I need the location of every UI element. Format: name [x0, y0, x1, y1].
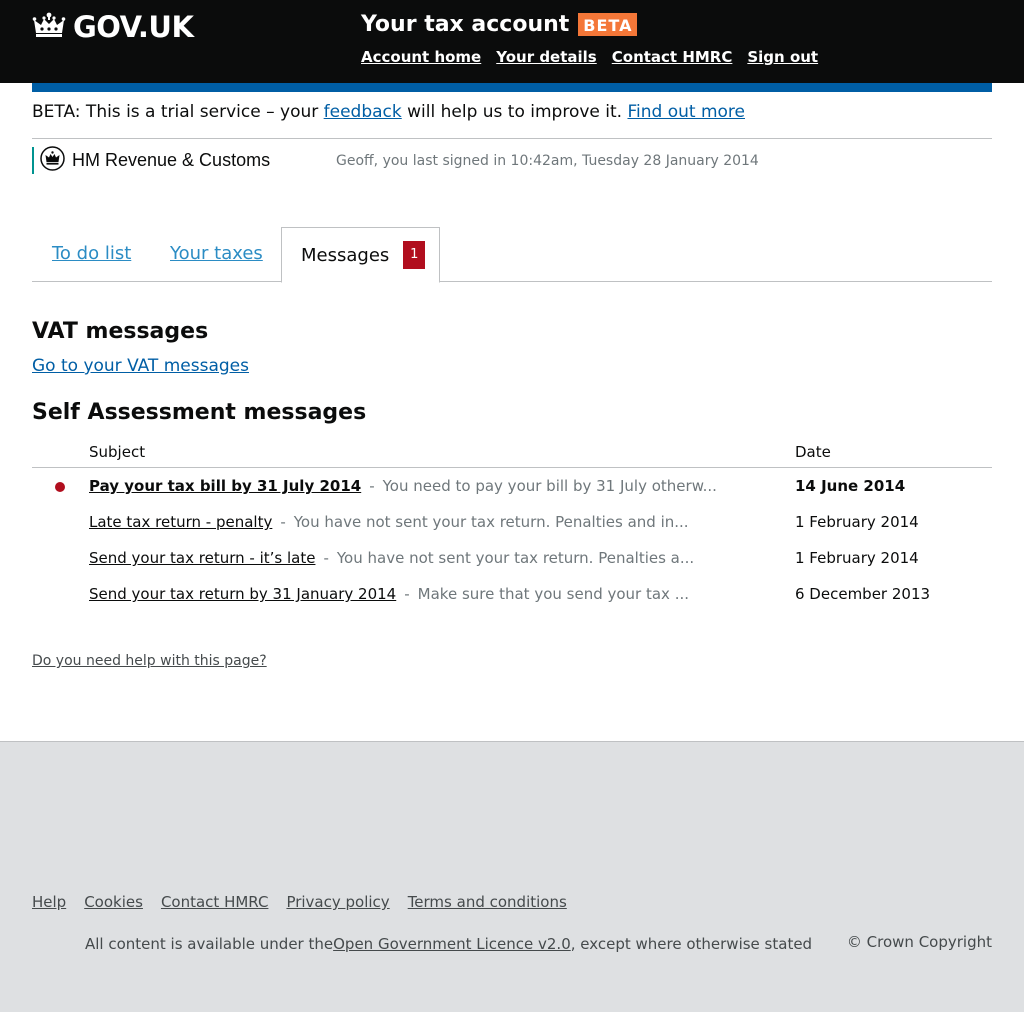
- message-date: 6 December 2013: [795, 585, 931, 603]
- crown-icon: [32, 11, 73, 43]
- table-header: [32, 438, 992, 468]
- nav-your-details[interactable]: Your details: [496, 48, 597, 66]
- crown-copyright[interactable]: © Crown Copyright: [846, 933, 992, 951]
- phase-banner: [32, 102, 992, 139]
- column-header-date: Date: [795, 443, 831, 461]
- tab-messages[interactable]: [281, 227, 440, 283]
- hmrc-crest-icon: [40, 146, 72, 175]
- phase-banner-prefix: BETA: This is a trial service – your: [32, 102, 324, 122]
- footer-links: [32, 893, 567, 911]
- find-out-more-link[interactable]: Find out more: [627, 102, 745, 122]
- table-row: [32, 576, 992, 612]
- message-date: 14 June 2014: [795, 477, 906, 495]
- message-subject-link[interactable]: Late tax return - penalty: [89, 513, 273, 531]
- table-row: [32, 540, 992, 576]
- feedback-link[interactable]: feedback: [323, 102, 402, 122]
- messages-table: [32, 438, 992, 612]
- subject-cell: [89, 513, 769, 531]
- footer-link-terms[interactable]: Terms and conditions: [407, 893, 567, 911]
- beta-tag: BETA: [578, 13, 637, 36]
- header-blue-bar: [32, 83, 992, 92]
- message-preview: You have not sent your tax return. Penalties a...: [336, 549, 695, 567]
- service-name: [361, 12, 637, 37]
- open-government-licence-link[interactable]: Open Government Licence v2.0: [333, 935, 571, 953]
- global-header: [0, 0, 1024, 83]
- message-separator: -: [280, 513, 286, 531]
- licence-statement: [32, 932, 812, 956]
- subject-cell: [89, 585, 769, 603]
- nav-sign-out[interactable]: Sign out: [747, 48, 819, 66]
- proposition-nav: [361, 48, 818, 66]
- govuk-logo-link[interactable]: [32, 10, 193, 44]
- tab-messages-label: Messages: [301, 244, 390, 266]
- message-separator: -: [323, 549, 329, 567]
- unread-count-badge: 1: [403, 241, 425, 269]
- column-header-subject: Subject: [89, 443, 146, 461]
- service-title: Your tax account: [361, 12, 570, 37]
- table-row: [32, 468, 992, 504]
- message-date: 1 February 2014: [795, 549, 919, 567]
- footer-link-contact-hmrc[interactable]: Contact HMRC: [160, 893, 269, 911]
- phase-banner-middle: will help us to improve it.: [401, 102, 628, 122]
- nav-contact-hmrc[interactable]: Contact HMRC: [611, 48, 733, 66]
- organisation-row: [32, 146, 992, 176]
- message-date: 1 February 2014: [795, 513, 919, 531]
- message-separator: -: [369, 477, 375, 495]
- message-preview: You have not sent your tax return. Penalties and in...: [293, 513, 689, 531]
- unread-dot-icon: [55, 482, 65, 492]
- message-subject-link[interactable]: Send your tax return by 31 January 2014: [89, 585, 397, 603]
- footer-link-privacy-policy[interactable]: Privacy policy: [286, 893, 390, 911]
- footer-link-help[interactable]: Help: [32, 893, 67, 911]
- page-help-link[interactable]: Do you need help with this page?: [32, 653, 267, 669]
- vat-messages-link[interactable]: Go to your VAT messages: [32, 356, 249, 376]
- tab-to-do-list[interactable]: To do list: [52, 243, 132, 264]
- ogl-icon: [32, 934, 85, 955]
- licence-prefix: All content is available under the: [85, 935, 334, 953]
- subject-cell: [89, 549, 769, 567]
- table-row: [32, 504, 992, 540]
- message-subject-link[interactable]: Send your tax return - it’s late: [89, 549, 316, 567]
- message-preview: Make sure that you send your tax ...: [417, 585, 690, 603]
- tab-your-taxes[interactable]: Your taxes: [170, 243, 263, 264]
- message-subject-link[interactable]: Pay your tax bill by 31 July 2014: [89, 477, 362, 495]
- self-assessment-heading: Self Assessment messages: [32, 400, 367, 425]
- account-tabs: [32, 227, 992, 282]
- message-separator: -: [404, 585, 410, 603]
- organisation-name: HM Revenue & Customs: [72, 150, 271, 170]
- nav-account-home[interactable]: Account home: [361, 48, 482, 66]
- last-signed-in: Geoff, you last signed in 10:42am, Tuesday 28 January 2014: [336, 153, 759, 169]
- footer-link-cookies[interactable]: Cookies: [84, 893, 143, 911]
- govuk-logo-text: GOV.UK: [73, 10, 194, 44]
- subject-cell: [89, 477, 769, 495]
- vat-messages-heading: VAT messages: [32, 319, 209, 344]
- message-preview: You need to pay your bill by 31 July otherw...: [382, 477, 717, 495]
- hmrc-logo: [32, 147, 270, 174]
- licence-suffix: , except where otherwise stated: [570, 935, 813, 953]
- footer: [0, 741, 1024, 1012]
